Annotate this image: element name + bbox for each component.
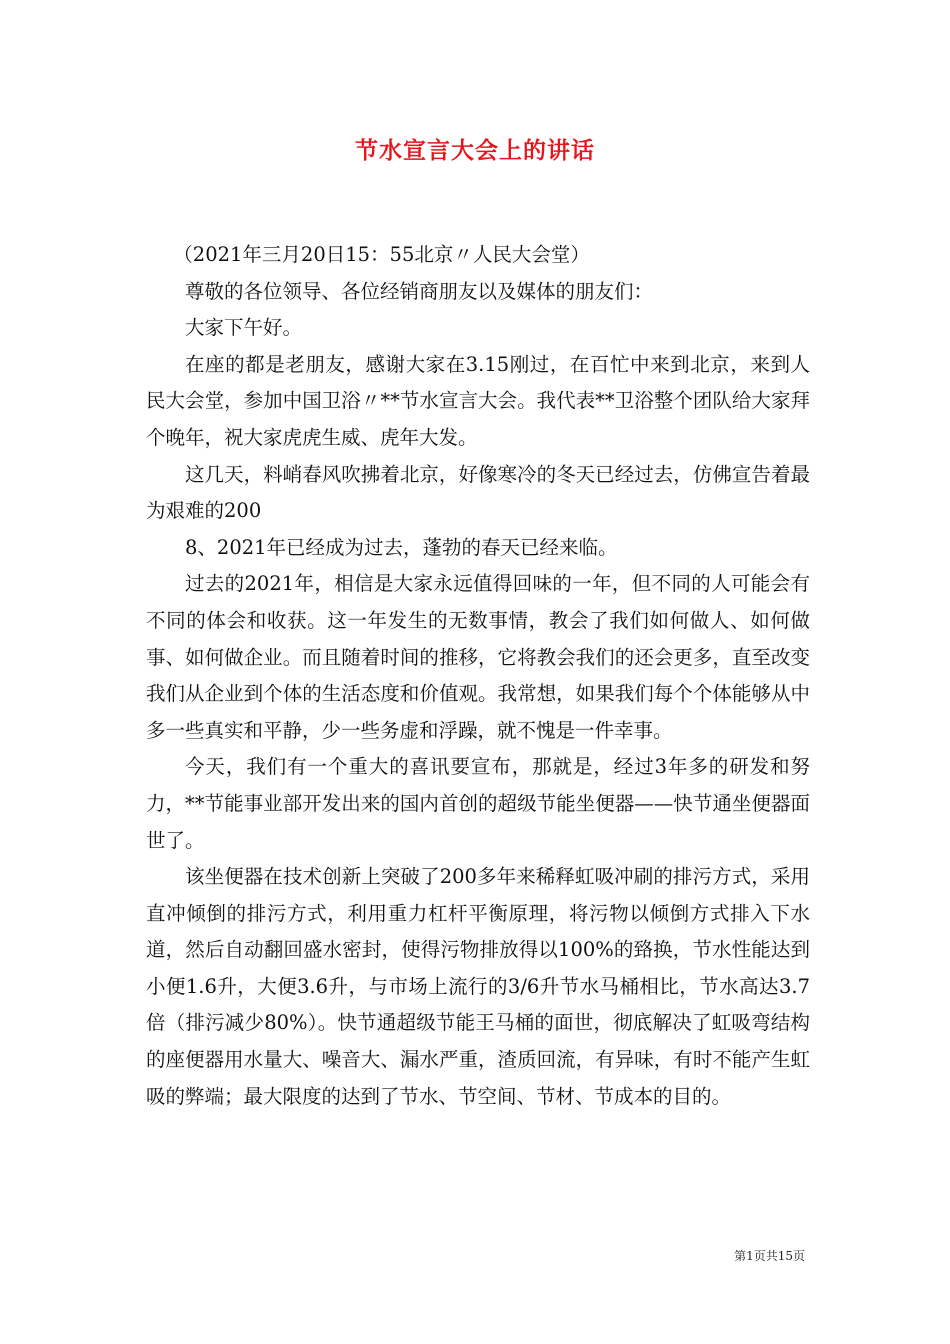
paragraph: 在座的都是老朋友，感谢大家在3.15刚过，在百忙中来到北京，来到人民大会堂，参加中国卫浴〃**节水宣言大会。我代表**卫浴整个团队给大家拜个晚年，祝大家虎虎生威、虎年大发。	[146, 352, 810, 449]
document-body	[146, 237, 810, 1115]
paragraph: 该坐便器在技术创新上突破了200多年来稀释虹吸冲刷的排污方式，采用直冲倾倒的排污方式，利用重力杠杆平衡原理，将污物以倾倒方式排入下水道，然后自动翻回盛水密封，使得污物排放得以100%的臵换，节水性能达到小便1.6升，大便3.6升，与市场上流行的3/6升节水马桶相比，节水高达3.7倍（排污减少80%）。快节通超级节能王马桶的面世，彻底解决了虹吸弯结构的座便器用水量大、噪音大、漏水严重，渣质回流，有异味，有时不能产生虹吸的弊端；最大限度的达到了节水、节空间、节材、节成本的目的。	[146, 865, 810, 1108]
paragraph: 过去的2021年，相信是大家永远值得回味的一年，但不同的人可能会有不同的体会和收获。这一年发生的无数事情，教会了我们如何做人、如何做事、如何做企业。而且随着时间的推移，它将教会我们的还会更多，直至改变我们从企业到个体的生活态度和价值观。我常想，如果我们每个个体能够从中多一些真实和平静，少一些务虚和浮躁，就不愧是一件幸事。	[146, 572, 810, 742]
date-location-line: （2021年三月20日15：55北京〃人民大会堂）	[173, 243, 590, 266]
salutation: 尊敬的各位领导、各位经销商朋友以及媒体的朋友们：	[185, 279, 654, 303]
paragraph: 今天，我们有一个重大的喜讯要宣布，那就是，经过3年多的研发和努力，**节能事业部开发出来的国内首创的超级节能坐便器——快节通坐便器面世了。	[146, 755, 810, 852]
greeting: 大家下午好。	[185, 316, 303, 340]
paragraph: 这几天，料峭春风吹拂着北京，好像寒冷的冬天已经过去，仿佛宣告着最为艰难的200	[146, 462, 810, 523]
page-title: 节水宣言大会上的讲话	[355, 137, 595, 164]
paragraph: 8、2021年已经成为过去，蓬勃的春天已经来临。	[185, 535, 618, 559]
page-number: 第1页共15页	[734, 1249, 805, 1263]
